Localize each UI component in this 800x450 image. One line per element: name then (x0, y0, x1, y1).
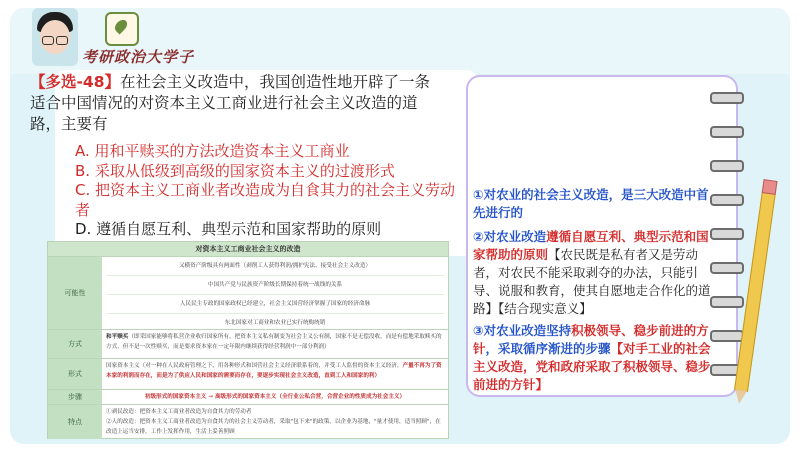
option-b: B. 采取从低级到高级的国家资本主义的过渡形式 (75, 161, 395, 180)
question-stem-text: 在社会主义改造中，我国创造性地开辟了一条适合中国情况的对资本主义工商业进行社会主义改造的道路，主要有 (30, 73, 431, 133)
teacher-avatar (32, 8, 78, 66)
row-body (102, 359, 448, 389)
note-3-lead: ③对农业改造坚持 (473, 323, 572, 338)
row-body (102, 405, 448, 439)
option-a: A. 用和平赎买的方法改造资本主义工商业 (75, 142, 350, 160)
row-line: 中国共产党与民族资产阶级长期保持着统一战线的关系 (106, 276, 444, 295)
table-row (48, 389, 448, 404)
note-2-lead: ②对农业改造 (473, 229, 547, 244)
logo-text: 考研政治大学子 (82, 48, 195, 66)
table-row (48, 256, 448, 329)
table-title: 对资本主义工商业社会主义的改造 (48, 242, 448, 256)
row-line: ①剥民改造：把资本主义工商业者改造为自食其力的劳动者 (106, 409, 252, 415)
option-c: C. 把资本主义工商业者改造成为自食其力的社会主义劳动者 (75, 181, 456, 219)
table-row (48, 404, 448, 439)
row-head: 步骤 (48, 390, 102, 404)
transformation-table (47, 241, 449, 439)
row-keyword: 和平赎买 (106, 334, 129, 340)
row-line: 东北国家对工商业和农业已实行统购统销 (224, 320, 326, 326)
row-head: 可能性 (48, 257, 102, 329)
note-3 (473, 322, 719, 394)
row-body: 初级形式的国家资本主义 → 高级形式的国家资本主义（全行业公私合营，合营企业的性质成为社会主义） (144, 394, 406, 400)
logo-emblem-icon (105, 12, 139, 46)
table-row (48, 358, 448, 389)
row-body (102, 330, 448, 358)
row-head: 特点 (48, 405, 102, 439)
note-3-policy: 积极领导、稳步前进的方针 (473, 323, 709, 356)
row-text: （即采国家能够将私营企业收归国家所有，把资本主义私有制变为社会主义公有制，国家不是无偿没收，而是有偿地采取赎买的方式，但不是一次性赎买，而是要求资本家在一定年限内继续获得经营利润中一部分利润） (106, 334, 442, 350)
question-stem (30, 72, 440, 135)
row-line: 又横资产阶级具有两面性（剥削工人获得利润/拥护宪法、接受社会主义改造） (106, 257, 444, 276)
row-body (102, 257, 448, 329)
row-head: 形式 (48, 359, 102, 389)
row-highlight: 产量不再为了资本家的利润而存在，而是为了供应人民和国家的需要而存在，要逐步实现社会主义改造，直到工人和国家的利） (106, 363, 442, 379)
note-3-bracket: 【对手工业的社会主义改造，党和政府采取了积极领导、稳步前进的方针】 (473, 341, 711, 392)
note-2 (473, 228, 719, 318)
row-head: 方式 (48, 330, 102, 358)
row-line: ②人的改造：把资本主义工商业者改造为自食其力的社会主义劳动者，采取"包下来"的政策，以企业为基地，"量才使用，适当照顾"，在改造上运当安排，工作上发挥作用，生活上妥善照顾 (106, 419, 441, 435)
question-tag: 【多选-48】 (30, 73, 121, 91)
note-3-step: ，采取循序渐进的步骤 (485, 341, 611, 356)
option-d: D. 遵循自愿互利、典型示范和国家帮助的原则 (75, 220, 382, 238)
note-2-principle: 遵循自愿互利、典型示范和国家帮助的原则 (473, 229, 709, 262)
row-text: 国家资本主义（对一种在人民政府管理之下，用各种形式和国营社会主义经济联系着的，并受工人监督的资本主义经济。 (106, 363, 403, 369)
note-2-quote: 【农民既是私有者又是劳动者，对农民不能采取剥夺的办法，只能引导、说服和教育，使其自愿地走合作化的道路】【结合现实意义】 (473, 247, 711, 316)
options-list (75, 142, 455, 240)
row-line: 人民民主专政的国家政权已经建立，社会主义国营经济掌握了国家的经济命脉 (106, 295, 444, 314)
table-row (48, 329, 448, 358)
note-1: ①对农业的社会主义改造，是三大改造中首先进行的 (473, 187, 709, 220)
